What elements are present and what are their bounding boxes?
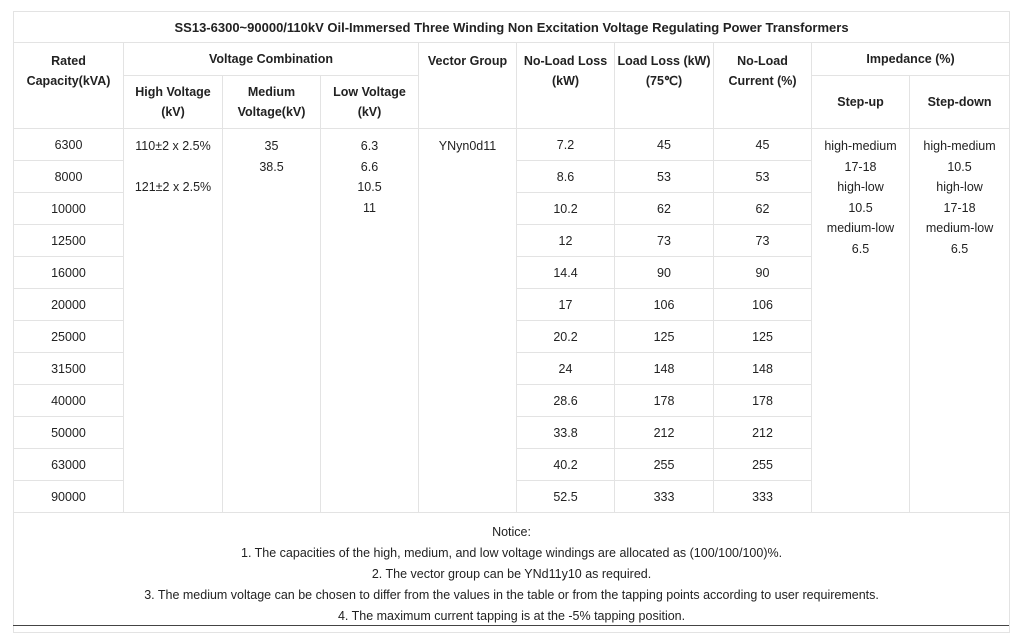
header-voltage-combination: Voltage Combination xyxy=(124,43,419,76)
cell-step-down-line: 6.5 xyxy=(950,241,969,256)
cell-step-down-line: high-low xyxy=(936,180,983,195)
cell-medium-voltage-line: 38.5 xyxy=(259,159,284,174)
cell-capacity: 20000 xyxy=(14,289,124,321)
cell-step-down-line: medium-low xyxy=(925,221,994,236)
cell-low-voltage-line: 11 xyxy=(363,200,376,215)
cell-no-load-loss: 12 xyxy=(517,225,615,257)
cell-step-up-line: 10.5 xyxy=(848,200,873,215)
cell-high-voltage-line: 121±2 x 2.5% xyxy=(134,180,212,195)
header-step-down: Step-down xyxy=(910,76,1010,129)
cell-capacity: 50000 xyxy=(14,417,124,449)
cell-step-up-line: 17-18 xyxy=(844,159,877,174)
header-rated-capacity: Rated Capacity(kVA) xyxy=(14,43,124,129)
notice-cell xyxy=(14,513,1010,633)
cell-no-load-current: 106 xyxy=(714,289,812,321)
header-low-voltage: Low Voltage (kV) xyxy=(321,76,419,129)
cell-no-load-loss: 52.5 xyxy=(517,481,615,513)
cell-step-up xyxy=(812,129,910,513)
notice-heading: Notice: xyxy=(492,525,531,539)
cell-load-loss: 62 xyxy=(615,193,714,225)
cell-no-load-current: 62 xyxy=(714,193,812,225)
header-row-1 xyxy=(14,43,1010,76)
header-step-up: Step-up xyxy=(812,76,910,129)
cell-load-loss: 255 xyxy=(615,449,714,481)
cell-no-load-current: 125 xyxy=(714,321,812,353)
cell-no-load-loss: 10.2 xyxy=(517,193,615,225)
cell-load-loss: 125 xyxy=(615,321,714,353)
cell-load-loss: 106 xyxy=(615,289,714,321)
header-medium-voltage: Medium Voltage(kV) xyxy=(223,76,321,129)
cell-no-load-loss: 7.2 xyxy=(517,129,615,161)
cell-load-loss: 178 xyxy=(615,385,714,417)
header-impedance: Impedance (%) xyxy=(812,43,1010,76)
cell-step-down xyxy=(910,129,1010,513)
cell-low-voltage-line: 10.5 xyxy=(357,180,382,195)
bottom-divider xyxy=(13,625,1009,626)
notice-line: 1. The capacities of the high, medium, and low voltage windings are allocated as (100/100/100)%. xyxy=(241,546,783,560)
cell-low-voltage-line: 6.3 xyxy=(360,139,379,153)
cell-no-load-loss: 24 xyxy=(517,353,615,385)
cell-load-loss: 45 xyxy=(615,129,714,161)
cell-load-loss: 73 xyxy=(615,225,714,257)
cell-capacity: 10000 xyxy=(14,193,124,225)
cell-capacity: 63000 xyxy=(14,449,124,481)
cell-no-load-current: 333 xyxy=(714,481,812,513)
cell-no-load-loss: 33.8 xyxy=(517,417,615,449)
cell-step-down-line: high-medium xyxy=(923,139,996,153)
cell-no-load-loss: 28.6 xyxy=(517,385,615,417)
cell-vector-group-value: YNyn0d11 xyxy=(438,139,497,153)
table-title: SS13-6300~90000/110kV Oil-Immersed Three Winding Non Excitation Voltage Regulating Power Transformers xyxy=(14,12,1010,43)
header-vector-group: Vector Group xyxy=(419,43,517,129)
cell-no-load-loss: 14.4 xyxy=(517,257,615,289)
cell-no-load-current: 178 xyxy=(714,385,812,417)
cell-load-loss: 90 xyxy=(615,257,714,289)
header-no-load-loss: No-Load Loss (kW) xyxy=(517,43,615,129)
cell-no-load-loss: 20.2 xyxy=(517,321,615,353)
cell-no-load-loss: 17 xyxy=(517,289,615,321)
header-no-load-current: No-Load Current (%) xyxy=(714,43,812,129)
title-row xyxy=(14,12,1010,43)
table-body xyxy=(14,129,1010,513)
cell-step-down-line: 17-18 xyxy=(943,200,976,215)
notice-line: 3. The medium voltage can be chosen to differ from the values in the table or from the tapping points according to user requirements. xyxy=(144,588,879,602)
cell-load-loss: 333 xyxy=(615,481,714,513)
cell-capacity: 31500 xyxy=(14,353,124,385)
cell-capacity: 40000 xyxy=(14,385,124,417)
cell-load-loss: 212 xyxy=(615,417,714,449)
notice-line: 2. The vector group can be YNd11y10 as required. xyxy=(371,567,652,581)
cell-medium-voltage xyxy=(223,129,321,513)
notice-line: 4. The maximum current tapping is at the -5% tapping position. xyxy=(337,609,686,623)
cell-high-voltage-line: 110±2 x 2.5% xyxy=(135,139,211,153)
header-high-voltage: High Voltage (kV) xyxy=(124,76,223,129)
cell-step-up-line: medium-low xyxy=(826,221,895,236)
cell-step-down-line: 10.5 xyxy=(947,159,972,174)
header-load-loss: Load Loss (kW) (75℃) xyxy=(615,43,714,129)
cell-low-voltage xyxy=(321,129,419,513)
cell-capacity: 25000 xyxy=(14,321,124,353)
cell-medium-voltage-line: 35 xyxy=(264,139,279,153)
cell-capacity: 6300 xyxy=(14,129,124,161)
cell-capacity: 8000 xyxy=(14,161,124,193)
transformer-spec-table xyxy=(13,11,1010,633)
notice-row xyxy=(14,513,1010,633)
cell-vector-group xyxy=(419,129,517,513)
cell-step-up-line: high-low xyxy=(837,180,884,195)
cell-step-up-line: 6.5 xyxy=(851,241,870,256)
cell-no-load-current: 73 xyxy=(714,225,812,257)
cell-no-load-current: 148 xyxy=(714,353,812,385)
cell-low-voltage-line: 6.6 xyxy=(360,159,379,174)
cell-load-loss: 53 xyxy=(615,161,714,193)
table-row xyxy=(14,129,1010,161)
cell-no-load-current: 53 xyxy=(714,161,812,193)
cell-high-voltage-line xyxy=(124,157,222,178)
cell-no-load-current: 255 xyxy=(714,449,812,481)
cell-capacity: 90000 xyxy=(14,481,124,513)
cell-high-voltage xyxy=(124,129,223,513)
cell-no-load-loss: 8.6 xyxy=(517,161,615,193)
cell-load-loss: 148 xyxy=(615,353,714,385)
spec-table-container xyxy=(13,11,1009,633)
cell-no-load-loss: 40.2 xyxy=(517,449,615,481)
cell-capacity: 12500 xyxy=(14,225,124,257)
cell-capacity: 16000 xyxy=(14,257,124,289)
cell-no-load-current: 90 xyxy=(714,257,812,289)
cell-no-load-current: 212 xyxy=(714,417,812,449)
cell-step-up-line: high-medium xyxy=(824,139,897,153)
cell-no-load-current: 45 xyxy=(714,129,812,161)
